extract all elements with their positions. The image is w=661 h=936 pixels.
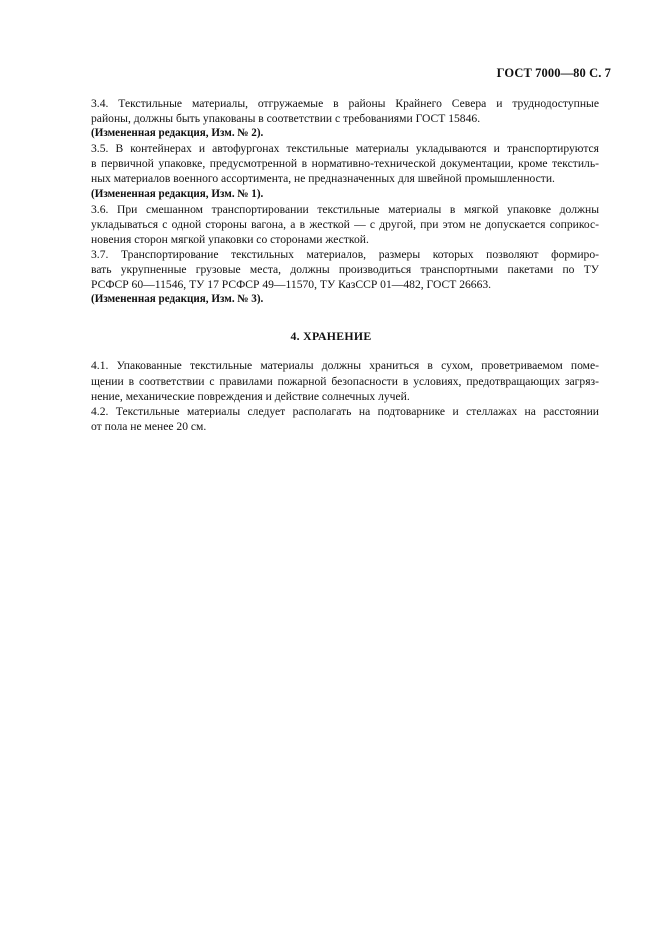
text-line: в первичной упаковке, предусмотренной в нормативно-технической документации, кроме текстиль- — [91, 157, 599, 171]
text-line: районы, должны быть упакованы в соответствии с требованиями ГОСТ 15846. — [91, 112, 481, 126]
amendment-note: (Измененная редакция, Изм. № 2). — [91, 127, 264, 140]
text-line: РСФСР 60—11546, ТУ 17 РСФСР 49—11570, ТУ КазССР 01—482, ГОСТ 26663. — [91, 278, 492, 292]
paragraph-3-6 — [63, 202, 599, 247]
text-line: 3.5. В контейнерах и автофургонах текстильные материалы укладываются и транспортируются — [91, 142, 599, 156]
paragraph-3-7 — [63, 247, 599, 292]
text-line: 4.2. Текстильные материалы следует располагать на подтоварнике и стеллажах на расстоянии — [91, 404, 599, 418]
text-line: 3.4. Текстильные материалы, отгружаемые в районы Крайнего Севера и труднодоступные — [91, 97, 599, 110]
text-line: от пола не менее 20 см. — [91, 419, 207, 433]
amendment-note: (Измененная редакция, Изм. № 1). — [91, 187, 264, 200]
text-line: укладываться с одной стороны вагона, а в жесткой — с другой, при этом не допускается соприкос- — [91, 217, 599, 231]
document-body — [63, 96, 599, 434]
text-line: 4.1. Упакованные текстильные материалы должны храниться в сухом, проветриваемом поме- — [91, 359, 599, 373]
paragraph-4-2 — [63, 404, 599, 434]
text-line: 3.7. Транспортирование текстильных материалов, размеры которых позволяют формиро- — [91, 247, 599, 261]
text-line: новения сторон мягкой упаковки со сторонами жесткой. — [91, 232, 369, 246]
text-line: 3.6. При смешанном транспортировании текстильные материалы в мягкой упаковке должны — [91, 202, 599, 216]
paragraph-3-5 — [63, 141, 599, 186]
text-line: нение, механические повреждения и действие солнечных лучей. — [91, 389, 410, 403]
amendment-note: (Измененная редакция, Изм. № 3). — [91, 293, 264, 306]
paragraph-4-1 — [63, 358, 599, 403]
page-header: ГОСТ 7000—80 С. 7 — [496, 66, 611, 80]
text-line: вать укрупненные грузовые места, должны производиться транспортными пакетами по ТУ — [91, 263, 599, 277]
paragraph-3-4 — [63, 96, 599, 126]
section-title: 4. ХРАНЕНИЕ — [290, 329, 372, 344]
text-line: щении в соответствии с правилами пожарной безопасности в условиях, предотвращающих загряз- — [91, 374, 599, 388]
text-line: ных материалов военного ассортимента, не предназначенных для швейной промышленности. — [91, 172, 555, 186]
